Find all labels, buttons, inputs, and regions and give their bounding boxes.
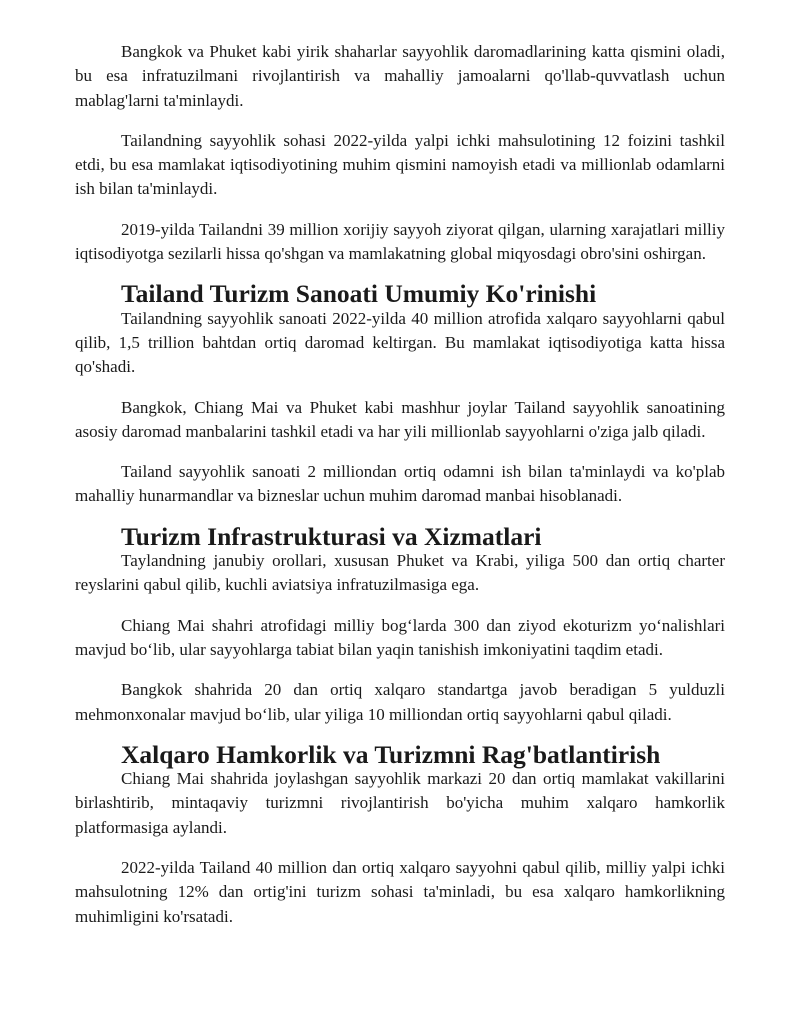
section-heading-tourism-overview: Tailand Turizm Sanoati Umumiy Ko'rinishi [121, 279, 597, 309]
section3-paragraph-1: Chiang Mai shahrida joylashgan sayyohlik markazi 20 dan ortiq mamlakat vakillarini birlashtirib, mintaqaviy turizmni rivojlantirish bo'yicha muhim xalqaro hamkorlik platformasiga aylandi. [75, 769, 725, 837]
section1-paragraph-3: Tailand sayyohlik sanoati 2 milliondan ortiq odamni ish bilan ta'minlaydi va ko'plab mahalliy hunarmandlar va bizneslar uchun muhim daromad manbai hisoblanadi. [75, 462, 725, 506]
section3-paragraph-2: 2022-yilda Tailand 40 million dan ortiq xalqaro sayyohni qabul qilib, milliy yalpi ichki mahsulotning 12% dan ortig'ini turizm sohasi ta'minladi, bu esa xalqaro hamkorlikning muhimligini ko'rsatadi. [75, 858, 725, 926]
section-heading-international-cooperation: Xalqaro Hamkorlik va Turizmni Rag'batlantirish [121, 739, 661, 769]
intro-paragraph-2: Tailandning sayyohlik sohasi 2022-yilda yalpi ichki mahsulotining 12 foizini tashkil etdi, bu esa mamlakat iqtisodiyotining muhim qismini namoyish etadi va millionlab odamlarni ish bilan ta'minlaydi. [75, 130, 725, 199]
section2-paragraph-3: Bangkok shahrida 20 dan ortiq xalqaro standartga javob beradigan 5 yulduzli mehmonxonalar mavjud bo‘lib, ular yiliga 10 milliondan ortiq sayyohlarni qabul qiladi. [75, 680, 725, 724]
section2-paragraph-2: Chiang Mai shahri atrofidagi milliy bog‘larda 300 dan ziyod ekoturizm yo‘nalishlari mavjud bo‘lib, ular sayyohlarga tabiat bilan yaqin tanishish imkoniyatini taqdim etadi. [75, 615, 725, 659]
section2-paragraph-1: Taylandning janubiy orollari, xususan Phuket va Krabi, yiliga 500 dan ortiq charter reyslarini qabul qilib, kuchli aviatsiya infratuzilmasiga ega. [75, 551, 725, 595]
intro-paragraph-3: 2019-yilda Tailandni 39 million xorijiy sayyoh ziyorat qilgan, ularning xarajatlari milliy iqtisodiyotga sezilarli hissa qo'shgan va mamlakatning global miqyosdagi obro'sini oshirgan. [75, 219, 725, 264]
section1-paragraph-1: Tailandning sayyohlik sanoati 2022-yilda 40 million atrofida xalqaro sayyohlarni qabul qilib, 1,5 trillion bahtdan ortiq daromad keltirgan. Bu mamlakat iqtisodiyotiga katta hissa qo'shadi. [75, 308, 725, 377]
intro-paragraph-1: Bangkok va Phuket kabi yirik shaharlar sayyohlik daromadlarining katta qismini oladi, bu esa infratuzilmani rivojlantirish va mahalliy jamoalarni qo'llab-quvvatlash uchun mablag'larni ta'minlaydi. [75, 42, 725, 110]
section1-paragraph-2: Bangkok, Chiang Mai va Phuket kabi mashhur joylar Tailand sayyohlik sanoatining asosiy daromad manbalarini tashkil etadi va har yili millionlab sayyohlarni o'ziga jalb qiladi. [75, 397, 725, 441]
document-page [75, 40, 725, 945]
section-heading-infrastructure: Turizm Infrastrukturasi va Xizmatlari [121, 521, 542, 551]
